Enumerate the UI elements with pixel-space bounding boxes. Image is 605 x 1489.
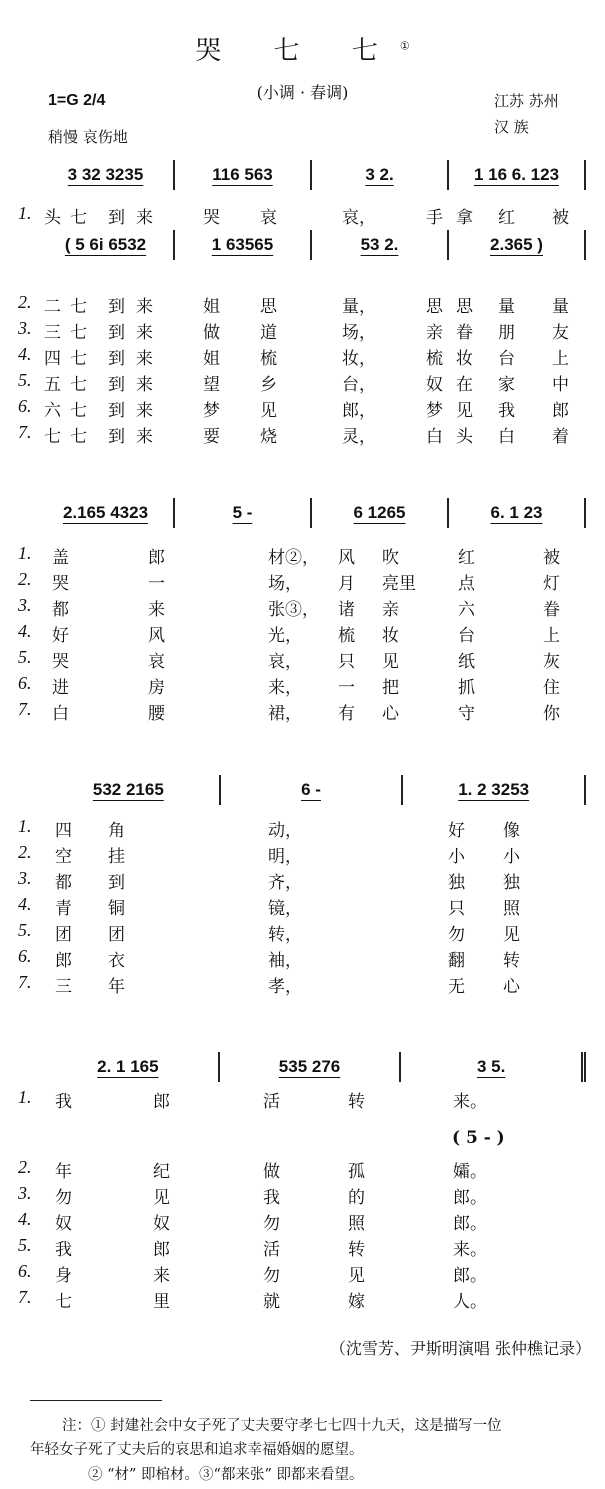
lyric-syllable: 量 [498,297,515,317]
measure [175,160,312,190]
lyric-syllable: 妆， [342,349,376,369]
lyric-syllable: 孝， [268,977,302,997]
lyric-syllable: 来 [136,427,153,447]
lyric-syllable: 上 [552,349,569,369]
lyric-syllable: 白 [498,427,515,447]
lyric-syllable: 眷 [456,323,473,343]
lyric-syllable: 来 [136,375,153,395]
lyric-syllable: 奴 [426,375,443,395]
lyric-syllable: 郎 [552,401,569,421]
lyric-syllable: 亲 [382,600,399,620]
lyric-syllable: 哭 [203,208,220,228]
lyric-syllable: 都 [55,873,72,893]
note-group: 6 1265 [353,503,406,522]
note-group: 3 32 3235 [67,165,144,184]
measure [38,160,175,190]
lyric-syllable: 材②， [268,548,319,568]
performer-credit: （沈雪芳、尹斯明演唱 张仲樵记录） [329,1339,591,1358]
verse-number: 1. [18,203,32,223]
lyric-syllable: 到 [108,349,125,369]
lyric-syllable: 心 [503,977,520,997]
verse-number: 2. [18,569,32,589]
lyric-syllable: 家 [498,375,515,395]
lyric-syllable: 要 [203,427,220,447]
lyric-syllable: 吹 [382,548,399,568]
lyric-syllable: 孤 [348,1162,365,1182]
lyric-syllable: 亮里 [382,574,416,594]
lyric-syllable: 七 [44,427,61,447]
lyric-syllable: 抓 [458,678,475,698]
lyric-syllable: 勿 [263,1214,280,1234]
lyric-syllable: 哀 [148,652,165,672]
lyric-syllable: 六 [44,401,61,421]
lyric-syllable: 来 [136,349,153,369]
lyric-syllable: 到 [108,208,125,228]
lyric-syllable: 七 [70,401,87,421]
note-group: 2.365 ) [490,235,543,254]
measure [38,1052,220,1082]
lyric-syllable: 只 [448,899,465,919]
lyric-syllable: 郎 [153,1240,170,1260]
lyric-syllable: 场， [268,574,302,594]
lyric-syllable: 来 [136,401,153,421]
lyric-syllable: 哀， [342,208,376,228]
lyric-syllable: 转 [348,1092,365,1112]
lyric-syllable: 到 [108,427,125,447]
lyric-syllable: 中 [552,375,569,395]
lyric-syllable: 身 [55,1266,72,1286]
note-group: 3 5. [477,1057,506,1076]
verse-number: 5. [18,370,32,390]
lyric-syllable: 四 [55,821,72,841]
lyric-syllable: 来 [136,297,153,317]
lyric-syllable: 做 [263,1162,280,1182]
lyric-syllable: 来。 [453,1240,487,1260]
lyric-syllable: 好 [448,821,465,841]
lyric-syllable: 把 [382,678,399,698]
lyric-syllable: 被 [552,208,569,228]
lyric-syllable: 我 [55,1092,72,1112]
lyric-syllable: 被 [543,548,560,568]
key-signature: 1=G 2/4 [48,92,106,109]
note-group: 1 16 6. 123 [473,165,560,184]
lyric-syllable: 到 [108,873,125,893]
lyric-syllable: 年 [108,977,125,997]
verse-number: 6. [18,396,32,416]
lyric-syllable: 郎 [148,548,165,568]
verse-number: 7. [18,422,32,442]
verse-number: 5. [18,647,32,667]
verse-number: 5. [18,920,32,940]
measure [38,230,175,260]
note-group: 116 563 [212,165,273,184]
lyric-syllable: 见 [153,1188,170,1208]
lyric-syllable: 道 [260,323,277,343]
lyric-syllable: 台 [498,349,515,369]
lyric-syllable: 梦 [426,401,443,421]
lyric-syllable: 白 [426,427,443,447]
verse-number: 6. [18,1261,32,1281]
lyric-syllable: 角 [108,821,125,841]
lyric-syllable: 灰 [543,652,560,672]
lyric-syllable: 到 [108,323,125,343]
lyric-syllable: 见 [260,401,277,421]
verse-number: 3. [18,595,32,615]
footnote-1-cont: 年轻女子死了丈夫后的哀思和追求幸福婚姻的愿望。 [30,1442,364,1458]
verse-number: 6. [18,673,32,693]
lyric-syllable: 见 [348,1266,365,1286]
origin-region: 江苏 苏州 [494,92,559,110]
lyric-syllable: 二 [44,297,61,317]
lyric-syllable: 做 [203,323,220,343]
measure [449,230,586,260]
lyric-syllable: 台 [458,626,475,646]
lyric-syllable: 进 [52,678,69,698]
lyric-syllable: 六 [458,600,475,620]
lyric-syllable: 小 [503,847,520,867]
verse-number: 4. [18,894,32,914]
measure [449,498,586,528]
lyric-syllable: 的 [348,1188,365,1208]
lyric-syllable: 我 [263,1188,280,1208]
lyric-syllable: 独 [503,873,520,893]
lyric-syllable: 无 [448,977,465,997]
note-group: 6 - [301,780,321,799]
lyric-syllable: 量， [342,297,376,317]
lyric-syllable: 照 [503,899,520,919]
lyric-syllable: 乡 [260,375,277,395]
lyric-syllable: 拿 [456,208,473,228]
note-group: 1. 2 3253 [458,780,530,799]
lyric-syllable: 盖 [52,548,69,568]
lyric-syllable: 郎 [153,1092,170,1112]
lyric-syllable: 我 [55,1240,72,1260]
footnote-2-3: ② “材” 即棺材。③“都来张” 即都来看望。 [88,1467,364,1483]
lyric-syllable: 白 [52,704,69,724]
footnote-1: 注：① 封建社会中女子死了丈夫要守孝七七四十九天，这是描写一位 [62,1418,502,1434]
verse-number: 4. [18,621,32,641]
lyric-syllable: 妆 [456,349,473,369]
lyric-syllable: 七 [70,427,87,447]
lyric-syllable: 七 [70,208,87,228]
lyric-syllable: 梳 [260,349,277,369]
lyric-syllable: 衣 [108,951,125,971]
lyric-syllable: 一 [148,574,165,594]
lyric-syllable: 思 [426,297,443,317]
lyric-syllable: 思 [260,297,277,317]
lyric-syllable: 姐 [203,349,220,369]
verse-number: 4. [18,1209,32,1229]
lyric-syllable: 七 [70,297,87,317]
lyric-syllable: 团 [55,925,72,945]
lyric-syllable: 就 [263,1292,280,1312]
verse-number: 2. [18,292,32,312]
notation-line [38,228,586,262]
measure [401,1052,586,1082]
lyric-syllable: 头 [44,208,61,228]
lyric-syllable: 独 [448,873,465,893]
lyric-syllable: 红 [498,208,515,228]
lyric-syllable: 只 [338,652,355,672]
lyric-syllable: 到 [108,401,125,421]
lyric-syllable: 亲 [426,323,443,343]
lyric-syllable: 七 [70,323,87,343]
lyric-syllable: 年 [55,1162,72,1182]
lyric-syllable: 上 [543,626,560,646]
lyric-syllable: 里 [153,1292,170,1312]
lyric-syllable: 我 [498,401,515,421]
lyric-syllable: 活 [263,1240,280,1260]
lyric-syllable: 房 [148,678,165,698]
measure [38,498,175,528]
verse-number: 1. [18,543,32,563]
lyric-syllable: 空 [55,847,72,867]
note-group: 6. 1 23 [490,503,543,522]
lyric-syllable: 住 [543,678,560,698]
lyric-syllable: 点 [458,574,475,594]
lyric-syllable: 友 [552,323,569,343]
lyric-syllable: 台， [342,375,376,395]
lyric-syllable: 照 [348,1214,365,1234]
lyric-syllable: 七 [70,375,87,395]
lyric-syllable: 你 [543,704,560,724]
lyric-syllable: 勿 [55,1188,72,1208]
lyric-syllable: 梳 [426,349,443,369]
song-title: 哭 七 七① [195,36,410,66]
lyric-syllable: 眷 [543,600,560,620]
lyric-syllable: 烧 [260,427,277,447]
lyric-syllable: 哭 [52,574,69,594]
verse-number: 3. [18,318,32,338]
verse-number: 4. [18,344,32,364]
verse-number: 2. [18,842,32,862]
lyric-syllable: 好 [52,626,69,646]
lyric-syllable: 四 [44,349,61,369]
lyric-syllable: 郎 [55,951,72,971]
lyric-syllable: 挂 [108,847,125,867]
verse-number: 1. [18,816,32,836]
lyric-syllable: 郎。 [453,1266,487,1286]
verse-number: 7. [18,699,32,719]
lyric-syllable: 嫁 [348,1292,365,1312]
lyric-syllable: 镜， [268,899,302,919]
lyric-syllable: 纸 [458,652,475,672]
lyric-syllable: 红 [458,548,475,568]
note-group: 535 276 [278,1057,341,1076]
lyric-syllable: 裙， [268,704,302,724]
lyric-syllable: 见 [456,401,473,421]
lyric-syllable: 光， [268,626,302,646]
notation-line [38,773,586,807]
lyric-syllable: 头 [456,427,473,447]
lyric-syllable: 心 [382,704,399,724]
measure [403,775,586,805]
lyric-syllable: 梦 [203,401,220,421]
lyric-syllable: 来 [148,600,165,620]
lyric-syllable: 三 [44,323,61,343]
lyric-syllable: 转 [503,951,520,971]
note-group: 5 - [232,503,253,522]
lyric-syllable: 风 [148,626,165,646]
lyric-syllable: 郎。 [453,1188,487,1208]
lyric-syllable: 一 [338,678,355,698]
lyric-syllable: 哀， [268,652,302,672]
lyric-syllable: 有 [338,704,355,724]
lyric-syllable: 场， [342,323,376,343]
lyric-syllable: 奴 [153,1214,170,1234]
lyric-syllable: 七 [70,349,87,369]
lyric-syllable: 姐 [203,297,220,317]
verse-number: 3. [18,868,32,888]
verse-number: 7. [18,972,32,992]
footnote-divider [30,1400,162,1401]
notation-line [38,496,586,530]
lyric-syllable: 勿 [263,1266,280,1286]
note-group: 532 2165 [92,780,164,799]
lyric-syllable: 来 [136,323,153,343]
lyric-syllable: 来， [268,678,302,698]
lyric-syllable: 七 [55,1292,72,1312]
lyric-syllable: 梳 [338,626,355,646]
lyric-syllable: 望 [203,375,220,395]
lyric-syllable: 活 [263,1092,280,1112]
lyric-syllable: 手 [426,208,443,228]
measure [312,160,449,190]
measure [38,775,221,805]
lyric-syllable: 齐， [268,873,302,893]
lyric-syllable: 来 [153,1266,170,1286]
song-subtitle: (小调 · 春调) [256,83,349,102]
lyric-syllable: 妆 [382,626,399,646]
lyric-syllable: 人。 [453,1292,487,1312]
lyric-syllable: 铜 [108,899,125,919]
measure [175,230,312,260]
lyric-syllable: 诸 [338,600,355,620]
lyric-syllable: 守 [458,704,475,724]
lyric-syllable: 五 [44,375,61,395]
lyric-syllable: 袖， [268,951,302,971]
lyric-syllable: 勿 [448,925,465,945]
measure [221,775,404,805]
verse-number: 2. [18,1157,32,1177]
note-group: 53 2. [360,235,399,254]
lyric-syllable: 郎， [342,401,376,421]
lyric-syllable: 张③， [268,600,319,620]
lyric-syllable: 小 [448,847,465,867]
lyric-syllable: 青 [55,899,72,919]
measure [312,230,449,260]
measure [175,498,312,528]
lyric-syllable: 灵， [342,427,376,447]
lyric-syllable: 见 [503,925,520,945]
lyric-syllable: 到 [108,375,125,395]
interlude-notation: ( 5 - ) [452,1128,505,1148]
measure [220,1052,402,1082]
verse-number: 7. [18,1287,32,1307]
note-group: 2.165 4323 [62,503,149,522]
tempo-marking: 稍慢 哀伤地 [48,128,128,146]
lyric-syllable: 灯 [543,574,560,594]
lyric-syllable: 翻 [448,951,465,971]
lyric-syllable: 来 [136,208,153,228]
lyric-syllable: 在 [456,375,473,395]
verse-number: 1. [18,1087,32,1107]
measure [312,498,449,528]
lyric-syllable: 纪 [153,1162,170,1182]
measure [449,160,586,190]
lyric-syllable: 月 [338,574,355,594]
lyric-syllable: 转 [348,1240,365,1260]
lyric-syllable: 奴 [55,1214,72,1234]
note-group: 3 2. [365,165,394,184]
lyric-syllable: 明， [268,847,302,867]
lyric-syllable: 都 [52,600,69,620]
note-group: ( 5 6i 6532 [64,235,147,254]
lyric-syllable: 量 [552,297,569,317]
note-group: 1 63565 [211,235,274,254]
lyric-syllable: 朋 [498,323,515,343]
lyric-syllable: 三 [55,977,72,997]
lyric-syllable: 团 [108,925,125,945]
notation-line [38,1050,586,1084]
origin [494,88,559,140]
notation-line [38,158,586,192]
verse-number: 5. [18,1235,32,1255]
lyric-syllable: 孀。 [453,1162,487,1182]
origin-ethnicity: 汉 族 [494,118,529,136]
lyric-syllable: 郎。 [453,1214,487,1234]
lyric-syllable: 来。 [453,1092,487,1112]
verse-number: 3. [18,1183,32,1203]
lyric-syllable: 着 [552,427,569,447]
lyric-syllable: 见 [382,652,399,672]
lyric-syllable: 风 [338,548,355,568]
verse-number: 6. [18,946,32,966]
lyric-syllable: 转， [268,925,302,945]
lyric-syllable: 到 [108,297,125,317]
lyric-syllable: 哭 [52,652,69,672]
lyric-syllable: 思 [456,297,473,317]
note-group: 2. 1 165 [97,1057,159,1076]
lyric-syllable: 动， [268,821,302,841]
lyric-syllable: 哀 [260,208,277,228]
lyric-syllable: 像 [503,821,520,841]
lyric-syllable: 腰 [148,704,165,724]
